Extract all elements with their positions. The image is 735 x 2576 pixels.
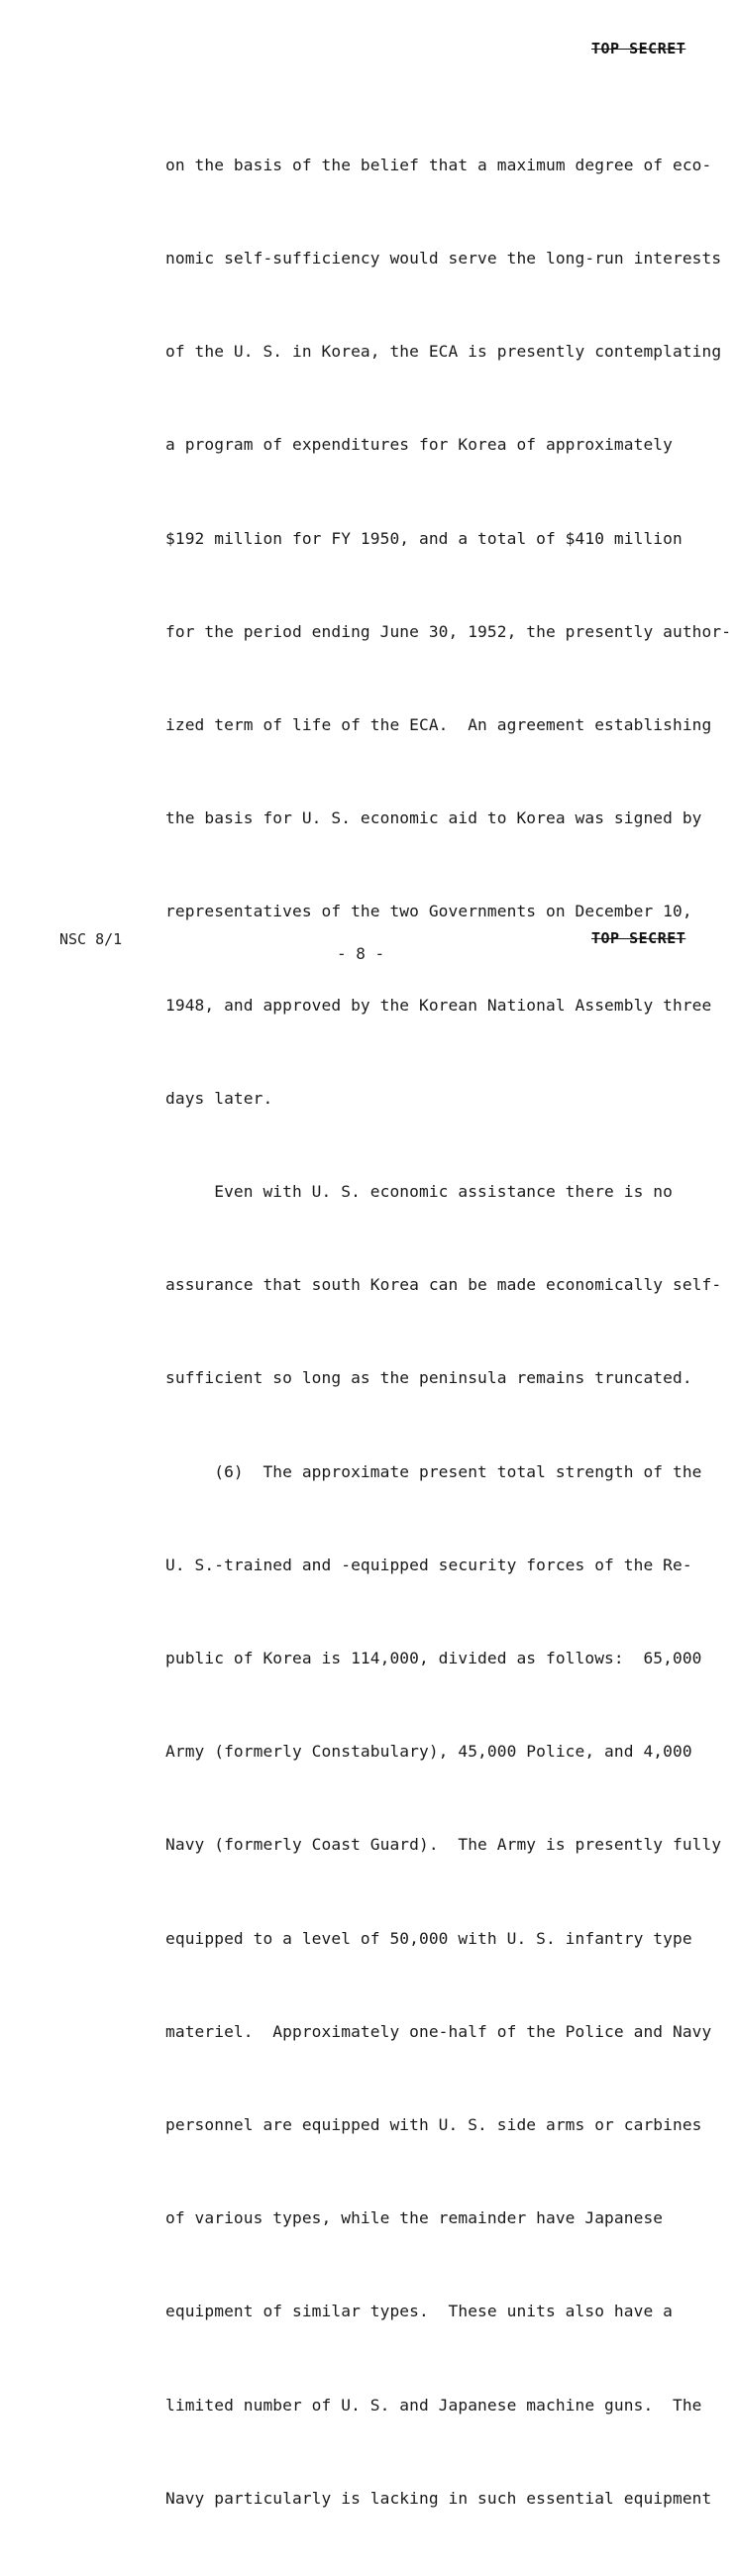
body-line: Army (formerly Constabulary), 45,000 Police, and 4,000 <box>165 1742 692 1762</box>
body-text <box>165 87 732 2576</box>
body-line: nomic self-sufficiency would serve the long-run interests <box>165 249 722 268</box>
body-line: representatives of the two Governments on December 10, <box>165 902 692 921</box>
body-line: ized term of life of the ECA. An agreement establishing <box>165 715 712 735</box>
body-line: a program of expenditures for Korea of approximately <box>165 435 673 455</box>
body-line: the basis for U. S. economic aid to Korea was signed by <box>165 808 702 828</box>
body-line: equipment of similar types. These units also have a <box>165 2302 673 2321</box>
body-line: U. S.-trained and -equipped security forces of the Re- <box>165 1555 692 1574</box>
body-line: equipped to a level of 50,000 with U. S. infantry type <box>165 1928 692 1948</box>
body-line: limited number of U. S. and Japanese machine guns. The <box>165 2395 702 2415</box>
header-classification-stamp: TOP SECRET <box>591 40 686 57</box>
body-line: on the basis of the belief that a maximum degree of eco- <box>165 155 712 174</box>
body-line: public of Korea is 114,000, divided as follows: 65,000 <box>165 1649 702 1668</box>
body-line: for the period ending June 30, 1952, the presently author- <box>165 621 732 641</box>
body-line: Navy particularly is lacking in such essential equipment <box>165 2488 712 2508</box>
page-number: - 8 - <box>337 944 385 963</box>
footer-classification-stamp: TOP SECRET <box>591 929 686 947</box>
document-id: NSC 8/1 <box>59 930 123 948</box>
body-line: (6) The approximate present total strength of the <box>165 1461 702 1481</box>
body-line: Navy (formerly Coast Guard). The Army is presently fully <box>165 1835 722 1855</box>
body-line: assurance that south Korea can be made economically self- <box>165 1275 722 1295</box>
body-line: materiel. Approximately one-half of the Police and Navy <box>165 2021 712 2041</box>
body-line: personnel are equipped with U. S. side arms or carbines <box>165 2115 702 2135</box>
body-line: 1948, and approved by the Korean National Assembly three <box>165 995 712 1015</box>
body-line: of various types, while the remainder have Japanese <box>165 2208 664 2228</box>
body-line: $192 million for FY 1950, and a total of $410 million <box>165 528 682 548</box>
body-line: days later. <box>165 1088 273 1108</box>
body-line: of the U. S. in Korea, the ECA is presently contemplating <box>165 342 722 362</box>
body-line: sufficient so long as the peninsula remains truncated. <box>165 1368 692 1388</box>
body-line: Even with U. S. economic assistance there is no <box>165 1182 673 1202</box>
